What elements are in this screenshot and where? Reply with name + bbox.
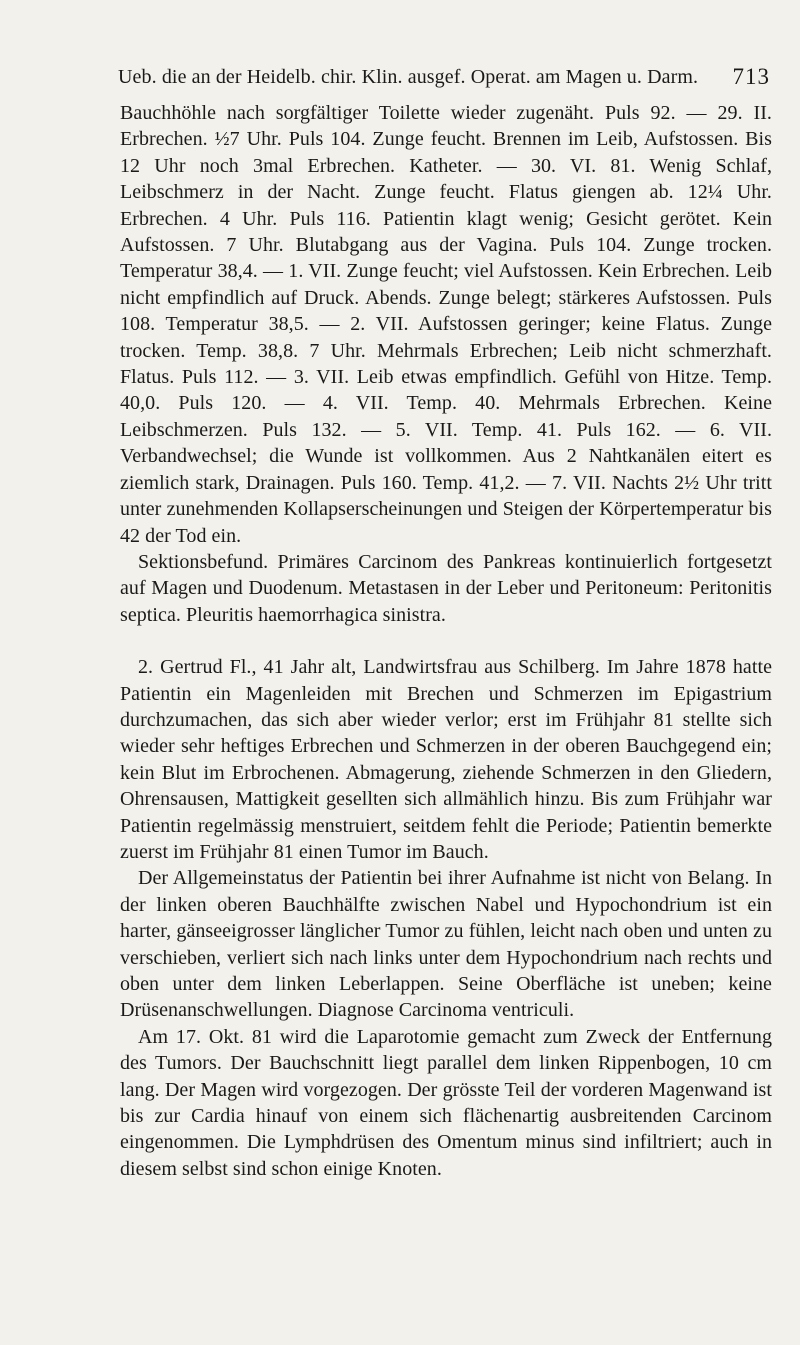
paragraph-case-course: Bauchhöhle nach sorgfältiger Toilette wieder zugenäht. Puls 92. — 29. II. Erbrechen. ½7 Uhr. Puls 104. Zunge feucht. Brennen im Leib, Aufstossen. Bis 12 Uhr noch 3mal Erbrechen. Katheter. — 30. VI. 81. Wenig Schlaf, Leibschmerz in der Nacht. Zunge feucht. Flatus giengen ab. 12¼ Uhr. Erbrechen. 4 Uhr. Puls 116. Patientin klagt wenig; Gesicht gerötet. Kein Aufstossen. 7 Uhr. Blutabgang aus der Vagina. Puls 104. Zunge trocken. Temperatur 38,4. — 1. VII. Zunge feucht; viel Aufstossen. Kein Erbrechen. Leib nicht empfindlich auf Druck. Abends. Zunge belegt; stärkeres Aufstossen. Puls 108. Temperatur 38,5. — 2. VII. Aufstossen geringer; keine Flatus. Zunge trocken. Temp. 38,8. 7 Uhr. Mehrmals Erbrechen; Leib nicht schmerzhaft. Flatus. Puls 112. — 3. VII. Leib etwas empfindlich. Gefühl von Hitze. Temp. 40,0. Puls 120. — 4. VII. Temp. 40. Mehrmals Erbrechen. Keine Leibschmerzen. Puls 132. — 5. VII. Temp. 41. Puls 162. — 6. VII. Verbandwechsel; die Wunde ist vollkommen. Aus 2 Nahtkanälen eitert es ziemlich stark, Drainagen. Puls 160. Temp. 41,2. — 7. VII. Nachts 2½ Uhr tritt unter zunehmenden Kollapserscheinungen und Steigen der Körpertemperatur bis 42 der Tod ein. <box>120 102 772 547</box>
body-text <box>120 100 772 1182</box>
paragraph-autopsy: Sektionsbefund. Primäres Carcinom des Pankreas kontinuierlich fortgesetzt auf Magen und Duodenum. Metastasen in der Leber und Peritoneum: Peritonitis septica. Pleuritis haemorrhagica sinistra. <box>120 550 772 626</box>
paragraph-case-2-operation: Am 17. Okt. 81 wird die Laparotomie gemacht zum Zweck der Entfernung des Tumors. Der Bauchschnitt liegt parallel dem linken Rippenbogen, 10 cm lang. Der Magen wird vorgezogen. Der grösste Teil der vorderen Magenwand ist bis zur Cardia hinauf von einem sich flächenartig ausbreitenden Carcinom eingenommen. Die Lymphdrüsen des Omentum minus sind infiltriert; auch in diesem selbst sind schon einige Knoten. <box>120 1025 772 1180</box>
paragraph-case-2-history: 2. Gertrud Fl., 41 Jahr alt, Landwirtsfrau aus Schilberg. Im Jahre 1878 hatte Patientin ein Magenleiden mit Brechen und Schmerzen im Epigastrium durchzumachen, das sich aber wieder verlor; erst im Frühjahr 81 stellte sich wieder sehr heftiges Erbrechen und Schmerzen in der oberen Bauchgegend ein; kein Blut im Erbrochenen. Abmagerung, ziehende Schmerzen in den Gliedern, Ohrensausen, Mattigkeit gesellten sich allmählich hinzu. Bis zum Frühjahr war Patientin regelmässig menstruiert, seitdem fehlt die Periode; Patientin bemerkte zuerst im Frühjahr 81 einen Tumor im Bauch. <box>120 656 772 863</box>
page-number: 713 <box>732 64 770 89</box>
paragraph-case-2-status: Der Allgemeinstatus der Patientin bei ihrer Aufnahme ist nicht von Belang. In der linken oberen Bauchhälfte zwischen Nabel und Hypochondrium ist ein harter, gänseeigrosser länglicher Tumor zu fühlen, leicht nach oben und unten zu verschieben, verliert sich nach links unter dem Hypochondrium nach rechts und oben unter dem linken Leberlappen. Seine Oberfläche ist uneben; keine Drüsenanschwellungen. Diagnose Carcinoma ventriculi. <box>120 867 772 1022</box>
running-title: Ueb. die an der Heidelb. chir. Klin. ausgef. Operat. am Magen u. Darm. <box>118 66 699 88</box>
running-head <box>118 60 770 94</box>
